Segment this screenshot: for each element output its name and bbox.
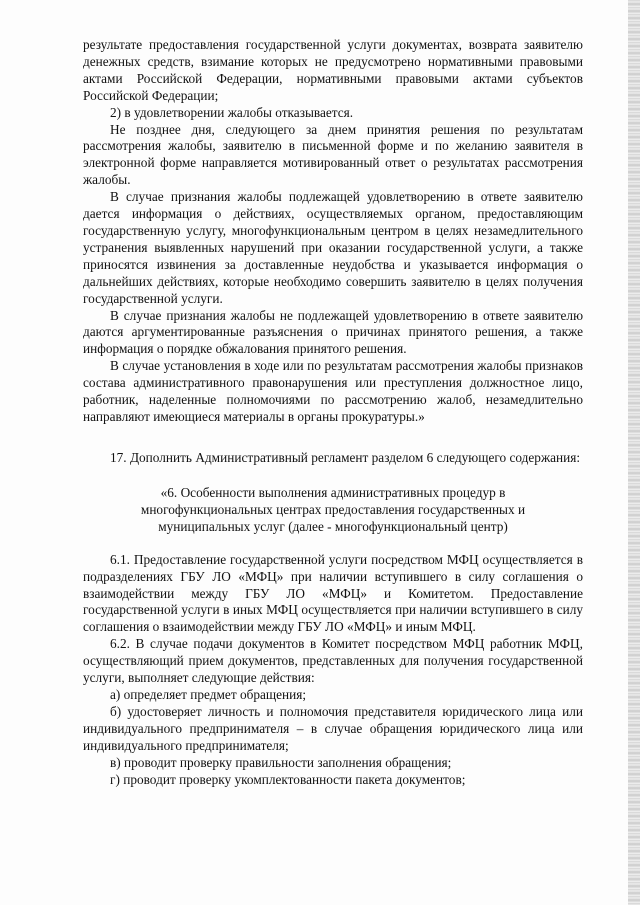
- paragraph-response-deadline: Не позднее дня, следующего за днем принятия решения по результатам рассмотрения жалобы, заявителю в письменной форме и по желанию заявителя в электронной форме направляется мотивированный ответ о результатах рассмотрения жалобы.: [83, 121, 583, 188]
- section-6-heading: «6. Особенности выполнения административных процедур в многофункциональных центрах предоставления государственных и муниципальных услуг (далее - многофункциональный центр): [140, 484, 526, 534]
- paragraph-complaint-rejected: В случае признания жалобы не подлежащей удовлетворению в ответе заявителю даются аргументированные разъяснения о причинах принятого решения, а также информация о порядке обжалования принятого решения.: [83, 307, 583, 357]
- paragraph-refusal: 2) в удовлетворении жалобы отказывается.: [110, 104, 354, 120]
- paragraph-amendment-17: 17. Дополнить Административный регламент разделом 6 следующего содержания:: [110, 449, 581, 465]
- paragraph-6-2: 6.2. В случае подачи документов в Комитет посредством МФЦ работник МФЦ, осуществляющий прием документов, представленных для получения государственной услуги, выполняет следующие действия:: [83, 636, 583, 686]
- list-item-b: б) удостоверяет личность и полномочия представителя юридического лица или индивидуального предпринимателя – в случае обращения юридического лица или индивидуального предпринимателя;: [83, 703, 583, 753]
- paragraph-prosecution: В случае установления в ходе или по результатам рассмотрения жалобы признаков состава административного правонарушения или преступления должностное лицо, работник, наделенные полномочиями по рассмотрению жалоб, незамедлительно направляют имеющиеся материалы в органы прокуратуры.»: [83, 358, 583, 424]
- list-item-v: в) проводит проверку правильности заполнения обращения;: [110, 754, 452, 770]
- scan-edge-shadow: [628, 0, 640, 905]
- paragraph-6-1: 6.1. Предоставление государственной услуги посредством МФЦ осуществляется в подразделениях ГБУ ЛО «МФЦ» при наличии вступившего в силу соглашения о взаимодействии между ГБУ ЛО «МФЦ» и Комитетом. Предоставление государственной услуги в иных МФЦ осуществляется при наличии вступившего в силу соглашения о взаимодействии между ГБУ ЛО «МФЦ» и иным МФЦ.: [83, 551, 583, 635]
- list-item-a: а) определяет предмет обращения;: [110, 687, 307, 702]
- paragraph-continuation: результате предоставления государственной услуги документах, возврата заявителю денежных средств, взимание которых не предусмотрено нормативными правовыми актами Российской Федерации, нормативными правовыми актами субъектов Российской Федерации;: [83, 37, 583, 103]
- document-body: [83, 37, 583, 788]
- list-item-g: г) проводит проверку укомплектованности пакета документов;: [110, 771, 466, 787]
- paragraph-complaint-satisfied: В случае признания жалобы подлежащей удовлетворению в ответе заявителю дается информация о действиях, осуществляемых органом, предоставляющим государственную услугу, многофункциональным центром в целях незамедлительного устранения выявленных нарушений при оказании государственной услуги, а также приносятся извинения за доставленные неудобства и указывается информация о дальнейших действиях, которые необходимо совершить заявителю в целях получения государственной услуги.: [83, 189, 583, 306]
